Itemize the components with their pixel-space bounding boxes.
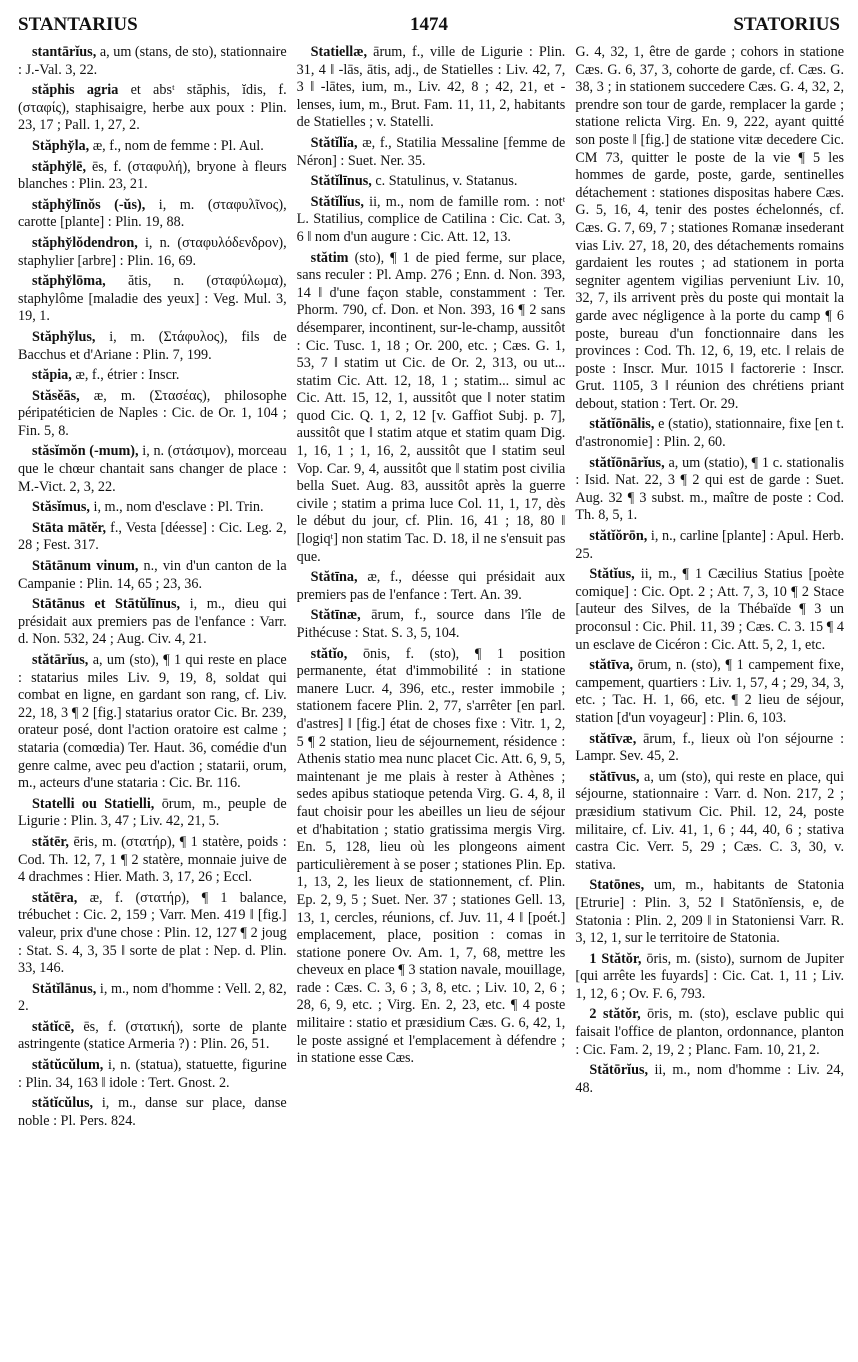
entry-definition: ēs, f. (στατική), sorte de plante astringente (statice Armeria ?) : Plin. 26, 51.	[18, 1018, 287, 1053]
entry-definition: ii, m., ¶ 1 Cæcilius Statius [poète comique] : Cic. Opt. 2 ; Att. 7, 3, 10 ¶ 2 Stace [auteur des Silves, de la Thébaïde ¶ 3 un proconsul : Cic. Phil. 11, 39 ; Cæs. C. 3. 15 ¶ 4 un esclave de Cicéron : Cic. Att. 5, 2, 1, etc.	[575, 566, 845, 653]
header-right-guideword: STATORIUS	[733, 14, 840, 35]
entry-definition: ii, m., nom de famille rom. : notᵗ L. Statilius, complice de Catilina : Cic. Cat. 3, 6 ‖ nom d'un augure : Cic. Att. 12, 13.	[296, 193, 566, 245]
entry-definition: ōris, m. (sto), esclave public qui faisait l'office de planton, ordonnance, planton : Cic. Fam. 2, 19, 2 ; Planc. Fam. 10, 21, 2.	[575, 1006, 845, 1058]
entry-definition: et absᵗ stăphis, ĭdis, f. (σταφίς), staphisaigre, herbe aux poux : Plin. 23, 17 ; Pall. 1, 27, 2.	[18, 82, 287, 134]
dictionary-entry	[18, 1057, 287, 1092]
dictionary-entry	[575, 1062, 844, 1097]
entry-headword: Stăsĭmus,	[32, 499, 90, 516]
dictionary-entry	[575, 657, 844, 727]
entry-definition: ōrum, m., peuple de Ligurie : Plin. 3, 47 ; Liv. 42, 21, 5.	[18, 795, 287, 830]
dictionary-entry	[18, 652, 287, 793]
entry-definition: ōrum, n. (sto), ¶ 1 campement fixe, campement, quartiers : Liv. 1, 57, 4 ; 29, 34, 3, etc. ; Tac. H. 1, 66, etc. ¶ 2 lieu de séjour, station [d'un voyageur] : Plin. 6, 103.	[575, 657, 845, 726]
dictionary-entry	[297, 135, 566, 170]
dictionary-entry	[18, 44, 287, 79]
dictionary-entry	[297, 44, 566, 132]
entry-definition: i, m., nom d'esclave : Pl. Trin.	[89, 499, 264, 516]
entry-definition: ēs, f. (σταφυλή), bryone à fleurs blanches : Plin. 23, 21.	[18, 158, 287, 193]
entry-headword: Stātānus et Stātŭlīnus,	[32, 596, 181, 613]
dictionary-entry	[18, 499, 287, 517]
dictionary-entry	[18, 981, 287, 1016]
dictionary-entry	[18, 596, 287, 649]
entry-definition: a, um (statio), ¶ 1 c. stationalis : Isid. Nat. 22, 3 ¶ 2 qui est de garde : Suet. Aug. 32 ¶ 3 subst. m., maître de poste : Cod. Th. 8, 5, 1.	[575, 454, 845, 524]
entry-headword: stătim	[310, 249, 349, 266]
dictionary-entry	[18, 834, 287, 887]
entry-definition: ēris, m. (στατήρ), ¶ 1 statère, poids : Cod. Th. 12, 7, 1 ¶ 2 statère, monnaie juive de 4 drachmes : Hier. Math. 3, 17, 26 ; Eccl.	[18, 833, 287, 886]
dictionary-entry	[297, 250, 566, 567]
entry-definition: i, m. (σταφυλῖνος), carotte [plante] : Plin. 19, 88.	[18, 196, 287, 231]
dictionary-entry	[297, 173, 566, 191]
entry-definition: c. Statulinus, v. Statanus.	[371, 173, 518, 190]
entry-definition: æ, f. (στατήρ), ¶ 1 balance, trébuchet : Cic. 2, 159 ; Varr. Men. 419 ‖ [fig.] valeur, prix d'une chose : Plin. 12, 127 ¶ 2 joug : Stat. S. 4, 3, 35 ‖ sorte de plat : Nep. d. Plin. 33, 146.	[18, 889, 287, 977]
column-2	[297, 44, 566, 1352]
entry-definition: i, m., nom d'homme : Vell. 2, 82, 2.	[18, 980, 287, 1015]
entry-definition: a, um (stans, de sto), stationnaire : J.-Val. 3, 22.	[18, 44, 287, 78]
dictionary-entry	[297, 646, 566, 1068]
dictionary-entry	[575, 566, 844, 654]
entry-headword: stăpia,	[32, 367, 72, 384]
dictionary-entry	[18, 367, 287, 385]
entry-definition: e (statio), stationnaire, fixe [en t. d'astronomie] : Plin. 2, 60.	[575, 416, 845, 451]
entry-definition: æ, f., déesse qui présidait aux premiers pas de l'enfance : Tert. An. 39.	[296, 569, 566, 603]
entry-headword: Stăphy̆lus,	[32, 328, 96, 345]
entry-definition: i, n. (στάσιμον), morceau que le chœur chantait sans changer de place : M.-Vict. 2, 3, 22.	[18, 443, 287, 495]
entry-headword: Stătĭlĭa,	[310, 134, 358, 151]
entry-headword: stantārĭus,	[32, 44, 97, 60]
entry-definition: um, m., habitants de Statonia [Etrurie] : Plin. 3, 52 ‖ Statōnĭensis, e, de Statonia : Plin. 2, 209 ‖ in Statoniensi Varr. R. 3, 12, 1, sur le territoire de Statonia.	[575, 877, 845, 947]
dictionary-entry	[575, 951, 844, 1004]
entry-headword: stătĭcŭlus,	[32, 1095, 94, 1112]
entry-definition: ōris, m. (sisto), surnom de Jupiter [qui arrête les fuyards] : Cic. Cat. 1, 11 ; Liv. 1, 12, 6 ; Ov. F. 6, 793.	[575, 950, 845, 1002]
entry-definition: ii, m., nom d'homme : Liv. 24, 48.	[575, 1062, 845, 1096]
dictionary-entry	[575, 528, 844, 563]
entry-definition: æ, m. (Στασέας), philosophe péripatéticien de Naples : Cic. de Or. 1, 104 ; Fin. 5, 8.	[18, 387, 287, 439]
entry-headword: Stătĭus,	[589, 566, 635, 583]
entry-definition: a, um (sto), qui reste en place, qui séjourne, stationnaire : Varr. d. Non. 217, 2 ; præsidium stativum Cic. Phil. 12, 24, poste militaire, cf. Liv. 41, 1, 6 ; 44, 40, 6 ; stativa castra Cic. Verr. 5, 29 ; Cæs. C. 3, 30, v. stativa.	[575, 768, 845, 873]
dictionary-entry	[18, 1095, 287, 1130]
entry-definition: i, m. (Στάφυλος), fils de Bacchus et d'Ariane : Plin. 7, 199.	[18, 328, 287, 363]
entry-definition: n., vin d'un canton de la Campanie : Plin. 14, 65 ; 23, 36.	[18, 558, 287, 592]
entry-headword: stătīvæ,	[589, 730, 637, 747]
dictionary-entry	[18, 443, 287, 496]
entry-headword: stătēr,	[32, 833, 69, 850]
entry-headword: stăphy̆līnŏs (-ŭs),	[32, 196, 146, 213]
entry-headword: stătēra,	[32, 889, 78, 906]
dictionary-entry	[575, 416, 844, 451]
dictionary-entry	[18, 796, 287, 831]
entry-headword: Stătīna,	[310, 569, 358, 586]
entry-definition: æ, f., Statilia Messaline [femme de Néron] : Suet. Ner. 35.	[296, 134, 566, 169]
entry-headword: Stătĭlĭus,	[310, 193, 364, 210]
entry-definition: i, m., danse sur place, danse noble : Pl. Pers. 824.	[18, 1095, 287, 1129]
entry-definition: i, m., dieu qui présidait aux premiers pas de l'enfance : Varr. d. Non. 532, 24 ; Aug. Civ. 4, 21.	[18, 596, 287, 648]
dictionary-entry	[575, 769, 844, 875]
entry-headword: Stāta mātĕr,	[32, 519, 107, 536]
dictionary-entry	[297, 194, 566, 247]
entry-definition: f., Vesta [déesse] : Cic. Leg. 2, 28 ; Fest. 317.	[18, 519, 287, 554]
entry-definition: æ, f., nom de femme : Pl. Aul.	[89, 137, 264, 154]
dictionary-entry	[18, 1019, 287, 1054]
entry-headword: 2 stătŏr,	[589, 1006, 641, 1023]
dictionary-entry	[575, 1006, 844, 1059]
entry-headword: Stăphy̆la,	[32, 137, 90, 154]
entry-headword: 1 Stătŏr,	[589, 950, 642, 967]
dictionary-entry	[18, 520, 287, 555]
entry-headword: Stātānum vinum,	[32, 558, 139, 575]
column-1	[18, 44, 287, 1352]
entry-headword: stătĭŏrōn,	[589, 528, 648, 545]
dictionary-entry	[18, 82, 287, 135]
header-left-guideword: STANTARIUS	[18, 14, 138, 35]
entry-headword: Stătĭlānus,	[32, 980, 97, 997]
column-3	[575, 44, 844, 1352]
entry-headword: stăphy̆lōma,	[32, 273, 106, 290]
entry-definition: i, n., carline [plante] : Apul. Herb. 25.	[575, 528, 845, 562]
dictionary-entry	[297, 607, 566, 642]
entry-definition: ārum, f., ville de Ligurie : Plin. 31, 4 ‖ -lās, ātis, adj., de Statielles : Liv. 42, 7, 3 ‖ -lātes, ium, m., Liv. 42, 8 ; 42, 21, et -lenses, ium, m., Brut. Fam. 11, 11, 2, habitants de Statielles ; v. Statelli.	[296, 44, 566, 131]
dictionary-entry	[18, 197, 287, 232]
entry-headword: stăphis agria	[32, 82, 119, 99]
entry-headword: stătĭo,	[310, 645, 348, 662]
entry-definition: i, n. (statua), statuette, figurine : Plin. 34, 163 ‖ idole : Tert. Gnost. 2.	[18, 1057, 287, 1091]
entry-headword: stătŭcŭlum,	[32, 1057, 104, 1074]
dictionary-page	[18, 44, 844, 1352]
entry-headword: stătārĭus,	[32, 652, 89, 668]
entry-headword: Statiellæ,	[310, 44, 368, 60]
entry-definition: G. 4, 32, 1, être de garde ; cohors in statione Cæs. G. 6, 37, 3, cohorte de garde, cf. Cæs. G. 38, 3 ; in stationem succedere Cæs. G. 4, 32, 2, prendre son tour de garde, remplacer la garde ; statione relicta Virg. En. 9, 222, ayant quitté son poste ‖ [fig.] de statione vitæ decedere Cic. CM 73, quitter le poste de la vie ¶ 5 les hommes de garde, poste, garde, sentinelles détachement : stationes dispositas habere Cæs. G. 5, 16, 4, tenir des postes échelonnés, cf. Cæs. G. 7, 69, 7 ; stationes Romanæ insederant vias Liv. 27, 18, 20, des détachements romains gardaient les routes ; ad stationem in porta segniter agentem vigilias perveniunt Liv. 10, 32, 7, ils arrivent près du poste qui montait la garde avec négligence à la porte du camp ¶ 6 poste, bureau d'un fonctionnaire dans les provinces : Cod. Th. 12, 6, 19, etc. ‖ relais de poste : Inscr. Mur. 1015 ‖ factorerie : Inscr. Grut. 1105, 3 ‖ réunion des chrétiens priant debout, station : Tert. Or. 29.	[575, 44, 845, 412]
dictionary-entry	[297, 569, 566, 604]
entry-headword: Stătōrĭus,	[589, 1062, 649, 1079]
dictionary-entry	[575, 731, 844, 766]
entry-headword: stăphy̆lē,	[32, 158, 86, 175]
entry-definition: ārum, f., source dans l'île de Pithécuse : Stat. S. 3, 5, 104.	[296, 607, 566, 641]
entry-headword: Stăsĕās,	[32, 387, 80, 404]
dictionary-entry	[18, 329, 287, 364]
entry-headword: Stătĭlīnus,	[310, 173, 372, 190]
dictionary-entry	[18, 388, 287, 441]
entry-headword: stătĭcē,	[32, 1018, 75, 1035]
entry-definition: a, um (sto), ¶ 1 qui reste en place : statarius miles Liv. 9, 19, 8, soldat qui combat en ligne, en gardant son rang, cf. Liv. 22, 18, 3 ¶ 2 [fig.] statarius orator Cic. Br. 239, orateur posé, dont l'action oratoire est calme ; stataria (comœdia) Ter. Haut. 36, comédie d'un genre calme, avec peu d'action ; statarii, orum, m., acteurs d'une stataria : Cic. Br. 116.	[18, 652, 287, 792]
dictionary-entry	[575, 44, 844, 413]
entry-headword: stăsĭmŏn (-mum),	[32, 443, 139, 460]
page-number: 1474	[410, 14, 448, 35]
entry-definition: ătis, n. (σταφύλωμα), staphylôme [maladie des yeux] : Veg. Mul. 3, 19, 1.	[18, 273, 287, 325]
entry-headword: Stătīnæ,	[310, 607, 361, 624]
entry-headword: Statōnes,	[589, 877, 645, 894]
dictionary-entry	[18, 558, 287, 593]
dictionary-entry	[18, 138, 287, 156]
entry-definition: ārum, f., lieux où l'on séjourne : Lampr. Sev. 45, 2.	[575, 730, 845, 765]
entry-headword: stătĭōnālis,	[589, 416, 655, 433]
entry-definition: (sto), ¶ 1 de pied ferme, sur place, sans reculer : Pl. Amp. 276 ; Enn. d. Non. 393, 14 ‖ d'une façon stable, constamment : Ter. Phorm. 790, cf. Don. et Non. 393, 16 ¶ 2 sans désemparer, incontinent, sur-le-champ, aussitôt : Cic. Tusc. 1, 18 ; Or. 200, etc. ; Cæs. G. 1, 53, 7 ‖ statim ut Cic. de Or. 2, 313, ou ut... statim Cic. Att. 12, 18, 1 ; statim... simul ac Cic. Att. 15, 12, 1, aussitôt que ‖ noter statim quod Cic. Q. 1, 2, 12 [v. Gaffiot Subj. p. 7], aussitôt que ‖ statim atque et statim quam Dig. 1, 16, 1 ; 1, 16, 2, aussitôt que ‖ statim seul Vop. Car. 9, 4, aussitôt que ‖ statim post civilia bella Suet. Aug. 83, aussitôt après la guerre civile ; statim a prima luce Col. 11, 1, 17, dès le début du jour, cf. Plin. 16, 41 ; 18, 80 ‖ [logiqᵗ] non statim Tac. D. 18, il ne s'ensuit pas que.	[296, 249, 566, 565]
entry-headword: stătīvus,	[589, 768, 640, 785]
entry-definition: æ, f., étrier : Inscr.	[71, 367, 180, 384]
entry-headword: stătĭōnārĭus,	[589, 454, 665, 471]
running-header	[18, 14, 840, 42]
entry-headword: Statelli ou Statielli,	[32, 795, 155, 812]
dictionary-entry	[18, 235, 287, 270]
entry-headword: stăphy̆lŏdendron,	[32, 234, 138, 251]
dictionary-entry	[575, 455, 844, 525]
entry-headword: stătīva,	[589, 657, 634, 674]
entry-definition: ōnis, f. (sto), ¶ 1 position permanente, état d'immobilité : in statione manere Lucr. 4, 396, etc., rester immobile ; stationem facere Plin. 2, 77, s'arrêter [en parl. d'astres] ‖ [fig.] état de choses fixe : Vitr. 1, 2, 5 ¶ 2 station, lieu de séjournement, résidence : Athenis statio mea nunc placet Cic. Att. 6, 9, 5, maintenant je me plais à rester à Athènes ; sedes apibus statioque petenda Virg. G. 4, 8, il faut choisir pour les abeilles un lieu de séjour et d'habitation ; statio gratissima mergis Virg. En. 5, 128, lieu où les plongeons aiment particulièrement à se poser ; stationes Plin. Ep. 1, 13, 2, les lieux de stationnement, cf. Plin. Ep. 2, 9, 5 ; Suet. Ner. 37 ; stationes Gell. 13, 13, 1, cercles, réunions, cf. Juv. 11, 4 ‖ [poét.] emplacement, place, position : comas in statione ponere Ov. Am. 1, 7, 68, mettre les cheveux en place ¶ 3 station navale, mouillage, rade : Cæs. C. 3, 6 ; 3, 8, etc. ; Liv. 10, 2, 6 ; 28, 6, 9, etc. ; Virg. En. 2, 23, etc. ¶ 4 poste militaire : statio et præsidium Cæs. G. 6, 42, 1, le poste assigné et l'emplacement à défendre ; in statione esse Cæs.	[296, 645, 566, 1067]
dictionary-entry	[18, 159, 287, 194]
dictionary-entry	[575, 877, 844, 947]
dictionary-entry	[18, 890, 287, 978]
dictionary-entry	[18, 273, 287, 326]
entry-definition: i, n. (σταφυλόδενδρον), staphylier [arbre] : Plin. 16, 69.	[18, 234, 287, 269]
